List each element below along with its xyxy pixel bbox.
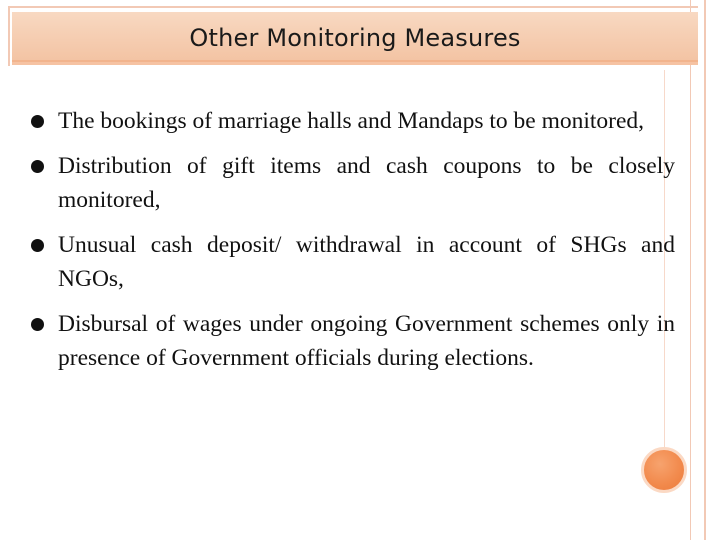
list-item-text: The bookings of marriage halls and Mandaps to be monitored, xyxy=(58,108,645,134)
bullet-icon xyxy=(31,160,44,173)
frame-top-line xyxy=(8,6,698,8)
list-item-text: Unusual cash deposit/ withdrawal in account of SHGs and NGOs, xyxy=(58,232,675,292)
list-item xyxy=(29,149,675,217)
bullet-icon xyxy=(31,318,44,331)
bullet-icon xyxy=(31,115,44,128)
list-item xyxy=(29,104,675,138)
list-item xyxy=(29,307,675,375)
bullet-list xyxy=(29,104,675,386)
slide-title: Other Monitoring Measures xyxy=(189,24,521,52)
right-line-inner xyxy=(690,0,691,540)
list-item-text: Disbursal of wages under ongoing Government schemes only in presence of Government officials during elections. xyxy=(58,311,675,371)
title-underline xyxy=(12,62,698,65)
list-item xyxy=(29,228,675,296)
decorative-circle-icon xyxy=(641,447,687,493)
bullet-icon xyxy=(31,239,44,252)
frame-left-line xyxy=(8,6,10,66)
right-line-outer xyxy=(704,0,706,540)
list-item-text: Distribution of gift items and cash coupons to be closely monitored, xyxy=(58,153,675,213)
title-bar xyxy=(12,12,698,62)
